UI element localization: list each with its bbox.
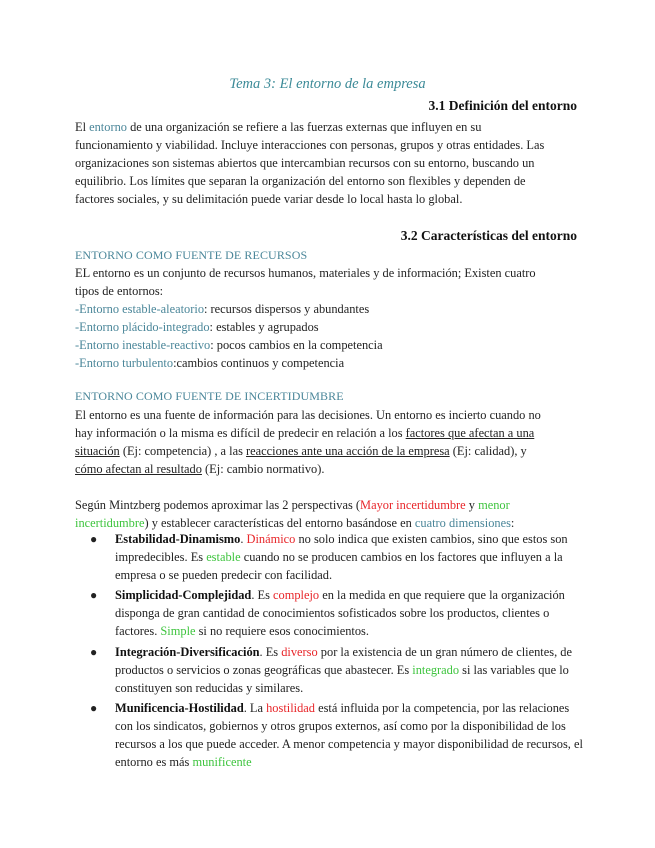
paragraph-line: tipos de entornos: (75, 284, 164, 298)
paragraph-line: factores sociales, y su delimitación puede variar desde lo local hasta lo global. (75, 192, 463, 206)
paragraph-line: situación (Ej: competencia) , a las reacciones ante una acción de la empresa (Ej: calidad), y (75, 444, 527, 458)
list-item: ● Munificencia-Hostilidad. La hostilidad está influida por la competencia, por las relaciones con los sindicatos, gobiernos y otros grupos externos, así como por la disponibilidad de los recursos a los que puede acceder. A menor competencia y mayor disponibilidad de recursos, el entorno es más munificente (90, 700, 583, 770)
list-item: ● Estabilidad-Dinamismo. Dinámico no solo indica que existen cambios, sino que estos son impredecibles. Es estable cuando no se producen cambios en los factores que influyen a la empresa o se pueden predecir con facilidad. (90, 532, 568, 583)
page-title: Tema 3: El entorno de la empresa (229, 76, 426, 92)
paragraph-line: EL entorno es un conjunto de recursos humanos, materiales y de información; Existen cuatro (75, 266, 536, 280)
entorno-type: -Entorno estable-aleatorio: recursos dispersos y abundantes (75, 302, 370, 316)
list-item: ● Simplicidad-Complejidad. Es complejo en la medida en que requiere que la organización disponga de gran cantidad de conocimientos sofisticados sobre los productos, clientes o factores. Simple si no requiere esos conocimientos. (90, 588, 565, 639)
entorno-type: -Entorno turbulento:cambios continuos y competencia (75, 356, 345, 370)
paragraph-line: hay información o la misma es difícil de predecir en relación a los factores que afectan a una (75, 426, 535, 440)
subheading-recursos: ENTORNO COMO FUENTE DE RECURSOS (75, 248, 308, 262)
bullet-icon: ● (90, 700, 98, 715)
bullet-icon: ● (90, 644, 98, 659)
paragraph-line: equilibrio. Los límites que separan la organización del entorno son flexibles y dependen de (75, 174, 526, 188)
paragraph-line: organizaciones son sistemas abiertos que intercambian recursos con su entorno, buscando un (75, 156, 535, 170)
entorno-type: -Entorno plácido-integrado: estables y agrupados (75, 320, 319, 334)
bullet-icon: ● (90, 588, 98, 603)
subheading-incertidumbre: ENTORNO COMO FUENTE DE INCERTIDUMBRE (75, 389, 344, 403)
paragraph-line: El entorno de una organización se refiere a las fuerzas externas que influyen en su (75, 120, 482, 134)
list-item: ● Integración-Diversificación. Es diverso por la existencia de un gran número de clientes, de productos o servicios o zonas geográficas que abastecer. Es integrado si las variables que lo constituyen son reducidas y similares. (90, 644, 572, 695)
paragraph-line: cómo afectan al resultado (Ej: cambio normativo). (75, 462, 325, 476)
bullet-icon: ● (90, 532, 98, 546)
entorno-type: -Entorno inestable-reactivo: pocos cambios en la competencia (75, 338, 383, 352)
paragraph-line: funcionamiento y viabilidad. Incluye interacciones con personas, grupos y otras entidades. Las (75, 138, 545, 152)
section-heading-3-2: 3.2 Características del entorno (400, 228, 577, 243)
keyword-entorno: entorno (89, 120, 127, 134)
paragraph-line: Según Mintzberg podemos aproximar las 2 perspectivas (Mayor incertidumbre y menor (75, 498, 510, 512)
section-heading-3-1: 3.1 Definición del entorno (428, 98, 577, 113)
dimensions-list (90, 530, 585, 771)
paragraph-line: incertidumbre) y establecer características del entorno basándose en cuatro dimensiones: (75, 516, 515, 530)
paragraph-line: El entorno es una fuente de información para las decisiones. Un entorno es incierto cuando no (75, 408, 541, 422)
